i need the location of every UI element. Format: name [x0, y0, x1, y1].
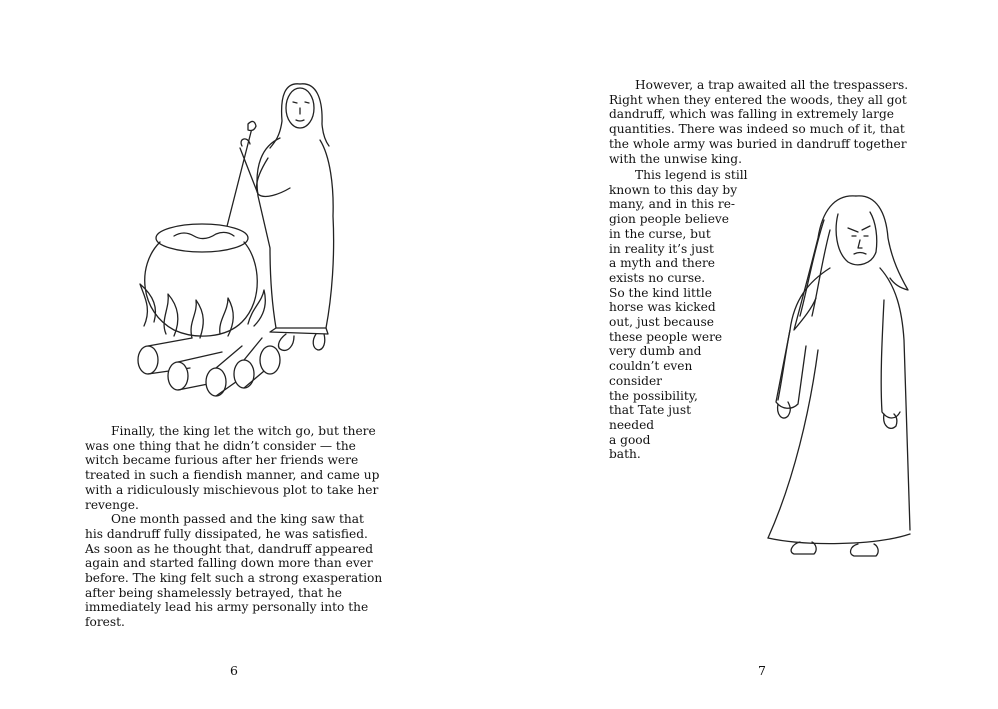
text-line: needed	[609, 417, 655, 432]
text-line: consider	[609, 373, 663, 388]
text-line: the possibility,	[609, 388, 698, 403]
text-line: bath.	[609, 447, 641, 462]
right-page	[499, 0, 998, 709]
text-line: gion people believe	[609, 212, 730, 227]
paragraph: One month passed and the king saw that his dandruff fully dissipated, he was satisfied. As soon as he thought that, dandruff appeared again and started falling down more than ever before. The king felt such a strong exasperation after being shamelessly betrayed, that he immediately lead his army personally into the forest.	[85, 512, 383, 630]
text-line: in reality it’s just	[609, 241, 714, 256]
text-line: So the kind little	[609, 285, 712, 300]
text-line: many, and in this re-	[609, 197, 736, 212]
text-line: horse was kicked	[609, 300, 716, 315]
text-line: a myth and there	[609, 256, 715, 271]
left-body-text	[85, 424, 385, 630]
text-line: a good	[609, 432, 651, 447]
text-line: This legend is still	[635, 168, 748, 182]
text-line: very dumb and	[609, 344, 702, 359]
text-line: couldn’t even	[609, 359, 693, 374]
paragraph: Finally, the king let the witch go, but there was one thing that he didn’t consider — the witch became furious after her friends were treated in such a fiendish manner, and came up with a ridiculously mischievous plot to take her revenge.	[85, 424, 380, 512]
text-line: these people were	[609, 329, 723, 344]
right-column-text	[609, 168, 759, 462]
paragraph: However, a trap awaited all the trespassers. Right when they entered the woods, they all got dandruff, which was falling in extremely large quantities. There was indeed so much of it, that the whole army was buried in dandruff together with the unwise king.	[609, 78, 909, 166]
witch-cauldron-illustration	[130, 76, 350, 401]
page-number: 6	[230, 663, 238, 678]
text-line: out, just because	[609, 315, 714, 330]
standing-witch-illustration	[764, 190, 914, 562]
right-body-text	[609, 78, 915, 166]
text-line: in the curse, but	[609, 226, 711, 241]
text-line: exists no curse.	[609, 270, 706, 285]
text-line: known to this day by	[609, 182, 738, 197]
page-number: 7	[758, 663, 766, 678]
text-line: that Tate just	[609, 403, 691, 418]
